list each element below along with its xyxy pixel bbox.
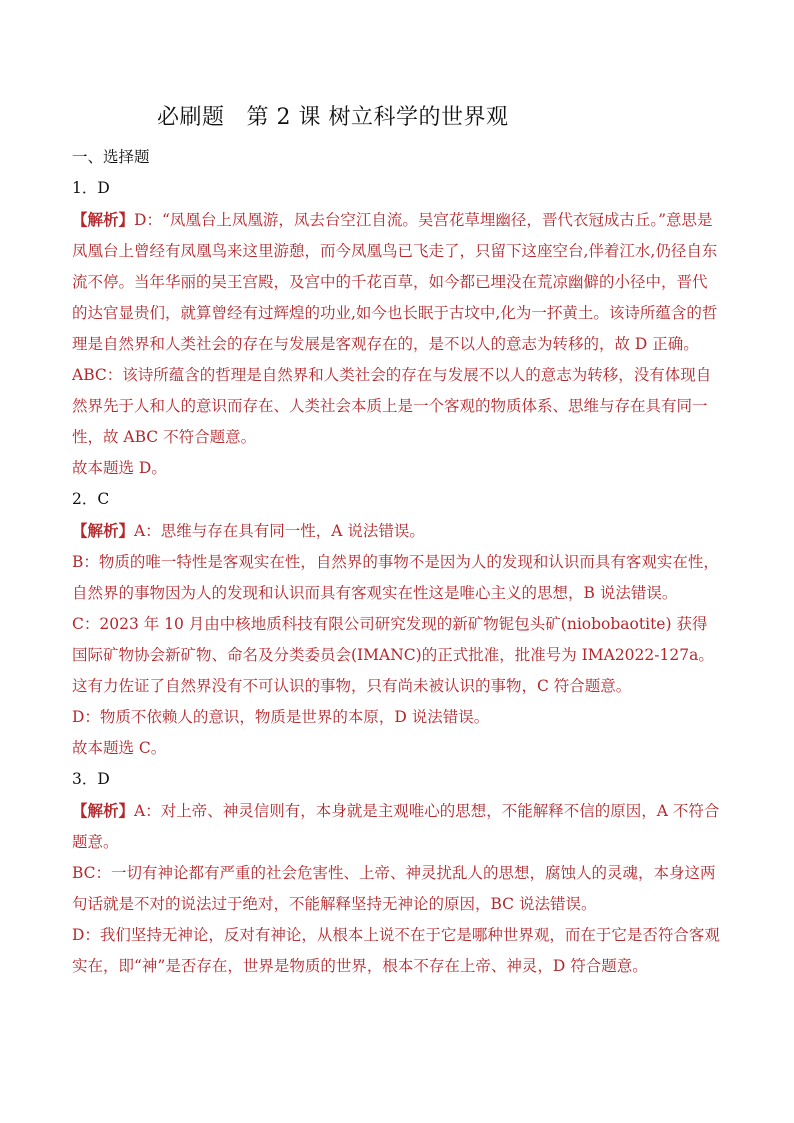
title-part-1: 必刷题 [157, 105, 225, 130]
explanation-tag: 【解析】 [72, 521, 135, 540]
q2-paragraph-d: D：物质不依赖人的意识，物质是世界的本原，D 说法错误。 [72, 708, 490, 726]
question-2-number: 2．C [72, 490, 110, 508]
q2-paragraph-c: C：2023 年 10 月由中核地质科技有限公司研究发现的新矿物铌包头矿(niobobaotite) 获得国际矿物协会新矿物、命名及分类委员会(IMANC)的正式批准，批准号为 IMA2022-127a。这有力佐证了自然界没有不可认识的事物，只有尚未被认识的事物，C 符合题意。 [72, 615, 714, 695]
q2-paragraph-b: B：物质的唯一特性是客观实在性，自然界的事物不是因为人的发现和认识而具有客观实在性，自然界的事物因为人的发现和认识而具有客观实在性这是唯心主义的思想，B 说法错误。 [72, 553, 719, 602]
title-part-2: 第 2 课 树立科学的世界观 [246, 105, 509, 130]
q1-explanation [72, 204, 722, 360]
answer-content [72, 142, 722, 982]
q3-paragraph-d: D：我们坚持无神论，反对有神论，从根本上说不在于它是哪种世界观，而在于它是否符合客观实在，即“神”是否存在，世界是物质的世界，根本不存在上帝、神灵，D 符合题意。 [72, 926, 720, 975]
section-heading: 一、选择题 [72, 148, 150, 166]
q3-explanation [72, 795, 722, 858]
question-1-number: 1．D [72, 179, 110, 197]
q2-conclusion: 故本题选 C。 [72, 739, 167, 757]
page-title [157, 100, 509, 131]
question-3-number: 3．D [72, 770, 110, 788]
q1-explanation-text: D：“凤凰台上凤凰游，凤去台空江自流。吴宫花草埋幽径，晋代衣冠成古丘。”意思是凤凰台上曾经有凤凰鸟来这里游憩，而今凤凰鸟已飞走了，只留下这座空台,伴着江水,仍径自东流不停。当年华丽的吴王宫殿，及宫中的千花百草，如今都已埋没在荒凉幽僻的小径中，晋代的达官显贵们，就算曾经有过辉煌的功业,如今也长眠于古坟中,化为一抔黄土。该诗所蕴含的哲理是自然界和人类社会的存在与发展是客观存在的，是不以人的意志为转移的，故 D 正确。 [72, 211, 718, 353]
q3-paragraph-bc: BC：一切有神论都有严重的社会危害性、上帝、神灵扰乱人的思想，腐蚀人的灵魂，本身这两句话就是不对的说法过于绝对，不能解释坚持无神论的原因，BC 说法错误。 [72, 864, 716, 913]
q1-conclusion: 故本题选 D。 [72, 459, 167, 477]
explanation-tag: 【解析】 [72, 210, 135, 229]
q1-paragraph-2: ABC：该诗所蕴含的哲理是自然界和人类社会的存在与发展不以人的意志为转移，没有体现自然界先于人和人的意识而存在、人类社会本质上是一个客观的物质体系、思维与存在具有同一性，故 ABC 不符合题意。 [72, 366, 712, 446]
explanation-tag: 【解析】 [72, 801, 135, 820]
q2-explanation-text: A：思维与存在具有同一性，A 说法错误。 [134, 522, 425, 540]
q3-explanation-text: A：对上帝、神灵信则有，本身就是主观唯心的思想，不能解释不信的原因，A 不符合题意。 [72, 802, 720, 851]
q2-explanation [72, 515, 722, 547]
